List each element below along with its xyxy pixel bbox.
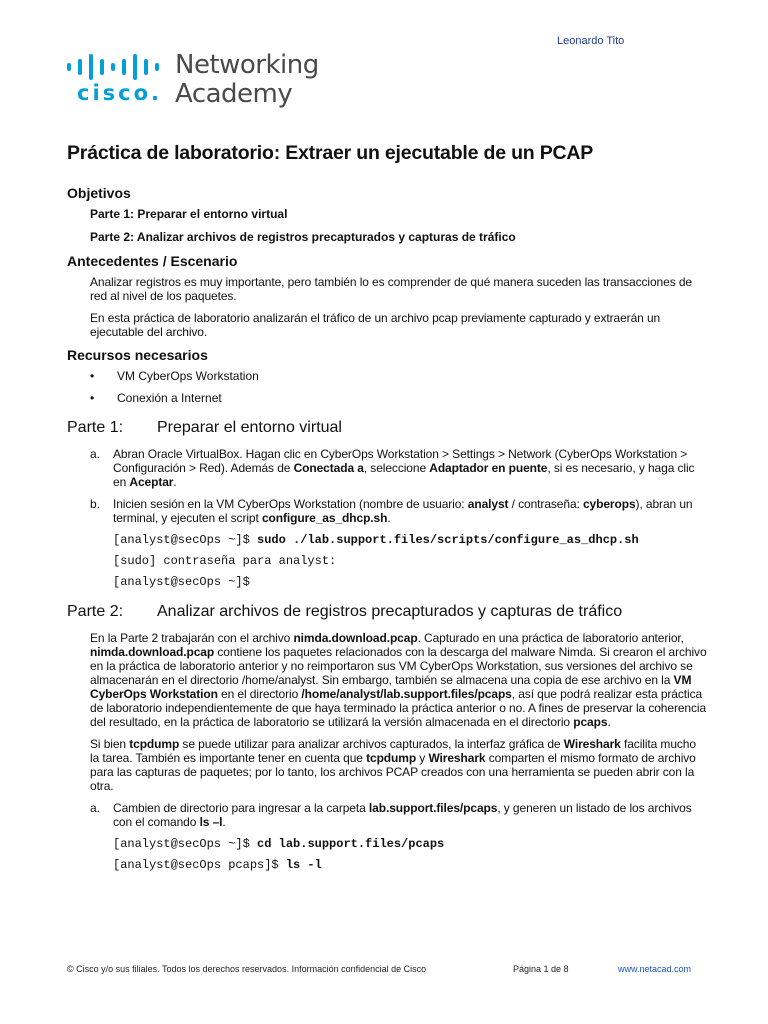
resources-list [90,369,707,405]
part1-step-b: b. Inicien sesión en la VM CyberOps Workstation (nombre de usuario: analyst / contraseña: cyberops), abran un terminal, y ejecuten el script configure_as_dhcp.sh. [90,497,693,525]
part2-heading [67,603,707,621]
footer-page-number: Página 1 de 8 [513,964,569,974]
resource-item: • Conexión a Internet [90,391,707,405]
logo-line-networking: Networking [175,50,319,80]
code-line: [analyst@secOps ~]$ [113,575,250,589]
cisco-wordmark: cisco. [77,81,162,105]
objectives-heading: Objetivos [67,185,131,201]
page-title: Práctica de laboratorio: Extraer un ejecutable de un PCAP [67,142,594,164]
author-name: Leonardo Tito [557,35,625,47]
cisco-bars-icon [67,54,167,80]
resources-heading: Recursos necesarios [67,347,208,363]
code-line: [analyst@secOps ~]$ sudo ./lab.support.files/scripts/configure_as_dhcp.sh [113,533,639,547]
part2-title: Analizar archivos de registros precapturados y capturas de tráfico [157,603,623,620]
logo-line-academy: Academy [175,79,293,109]
code-line: [analyst@secOps pcaps]$ ls -l [113,858,322,872]
part2-number: Parte 2: [67,603,124,620]
objective-item: Parte 1: Preparar el entorno virtual [90,207,288,221]
part2-step-a: a. Cambien de directorio para ingresar a la carpeta lab.support.files/pcaps, y generen un listado de los archivos con el comando ls –l. [90,801,692,829]
code-line: [sudo] contraseña para analyst: [113,554,337,568]
background-paragraph: En esta práctica de laboratorio analizarán el tráfico de un archivo pcap previamente capturado y extraerán un ejecutable del archivo. [90,311,661,339]
part1-title: Preparar el entorno virtual [157,419,342,436]
part1-number: Parte 1: [67,419,124,436]
code-line: [analyst@secOps ~]$ cd lab.support.files/pcaps [113,837,445,851]
part1-heading [67,419,707,437]
footer-url-link[interactable]: www.netacad.com [618,964,692,974]
footer-copyright: © Cisco y/o sus filiales. Todos los derechos reservados. Información confidencial de Cisco [67,964,427,974]
cisco-networking-academy-logo [67,48,327,112]
document-body [67,142,707,879]
resource-item: • VM CyberOps Workstation [90,369,707,383]
part1-step-a: a. Abran Oracle VirtualBox. Hagan clic en CyberOps Workstation > Settings > Network (CyberOps Workstation > Configuración > Red). Además de Conectada a, seleccione Adaptador en puente, si es necesario, y haga clic en Aceptar. [90,447,695,489]
objective-item: Parte 2: Analizar archivos de registros precapturados y capturas de tráfico [90,230,516,244]
part2-paragraph: Si bien tcpdump se puede utilizar para analizar archivos capturados, la interfaz gráfica de Wireshark facilita mucho la tarea. También es importante tener en cuenta que tcpdump y Wireshark comparten el mismo formato de archivo para las capturas de paquetes; por lo tanto, los archivos PCAP creados con una herramienta se pueden abrir con la otra. [90,737,696,793]
background-paragraph: Analizar registros es muy importante, pero también lo es comprender de qué manera suceden las transacciones de red al nivel de los paquetes. [90,275,692,303]
background-heading: Antecedentes / Escenario [67,253,238,269]
part2-paragraph: En la Parte 2 trabajarán con el archivo nimda.download.pcap. Capturado en una práctica de laboratorio anterior, nimda.download.pcap contiene los paquetes relacionados con la descarga del malware Nimda. Si crearon el archivo en la práctica de laboratorio anterior y no reimportaron sus VM CyberOps Workstation, sus versiones del archivo se almacenarán en el directorio /home/analyst. Sin embargo, también se almacena una copia de ese archivo en la VM CyberOps Workstation en el directorio /home/analyst/lab.support.files/pcaps, así que podrá realizar esta práctica de laboratorio independientemente de que haya terminado la práctica anterior o no. A fines de preservar la coherencia del resultado, en la práctica de laboratorio se utilizará la versión almacenada en el directorio pcaps. [90,631,707,729]
